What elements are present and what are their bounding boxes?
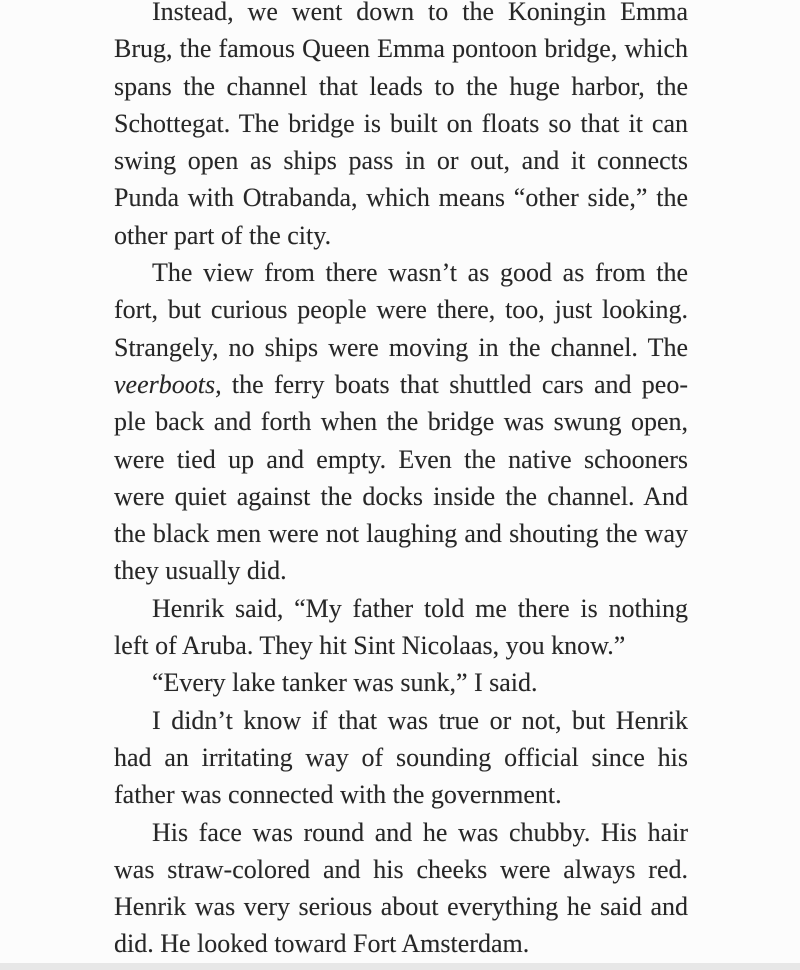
page-edge-strip bbox=[0, 963, 800, 970]
text-line: The view from there wasn’t as good as from the bbox=[152, 258, 688, 288]
text-line: father was connected with the government. bbox=[114, 780, 562, 810]
text-line: Brug, the famous Queen Emma pontoon bridge, which bbox=[114, 34, 688, 64]
text-line: were tied up and empty. Even the native schooners bbox=[114, 444, 688, 474]
text-line: Henrik said, “My father told me there is nothing bbox=[152, 593, 688, 623]
page-text bbox=[114, 0, 688, 963]
text-line: Strangely, no ships were moving in the channel. The bbox=[114, 332, 688, 362]
text-line: had an irritating way of sounding official since his bbox=[114, 742, 688, 772]
text-line: “Every lake tanker was sunk,” I said. bbox=[152, 668, 538, 698]
text-line: spans the channel that leads to the huge harbor, the bbox=[114, 71, 688, 101]
text-line bbox=[114, 366, 688, 403]
text-line: swing open as ships pass in or out, and it connects bbox=[114, 146, 688, 176]
text-line: was straw-colored and his cheeks were always red. bbox=[114, 854, 688, 884]
text-line: Punda with Otrabanda, which means “other side,” the bbox=[114, 183, 688, 213]
text-line: they usually did. bbox=[114, 556, 287, 586]
text-line-rest: the ferry boats that shuttled cars and peo- bbox=[221, 369, 688, 399]
text-line: left of Aruba. They hit Sint Nicolaas, you know.” bbox=[114, 631, 626, 661]
text-line: Schottegat. The bridge is built on floats so that it can bbox=[114, 108, 688, 138]
text-line: Instead, we went down to the Koningin Emma bbox=[152, 0, 688, 26]
text-line: fort, but curious people were there, too, just looking. bbox=[114, 295, 688, 325]
text-line: ple back and forth when the bridge was swung open, bbox=[114, 407, 688, 437]
italic-term: veerboots, bbox=[114, 369, 222, 399]
text-line: the black men were not laughing and shouting the way bbox=[114, 519, 688, 549]
text-line: were quiet against the docks inside the channel. And bbox=[114, 481, 688, 511]
text-line: other part of the city. bbox=[114, 220, 332, 250]
text-line: His face was round and he was chubby. His hair bbox=[152, 817, 688, 847]
text-line: I didn’t know if that was true or not, but Henrik bbox=[152, 705, 688, 735]
text-line: did. He looked toward Fort Amsterdam. bbox=[114, 929, 530, 959]
text-line: Henrik was very serious about everything he said and bbox=[114, 892, 688, 922]
